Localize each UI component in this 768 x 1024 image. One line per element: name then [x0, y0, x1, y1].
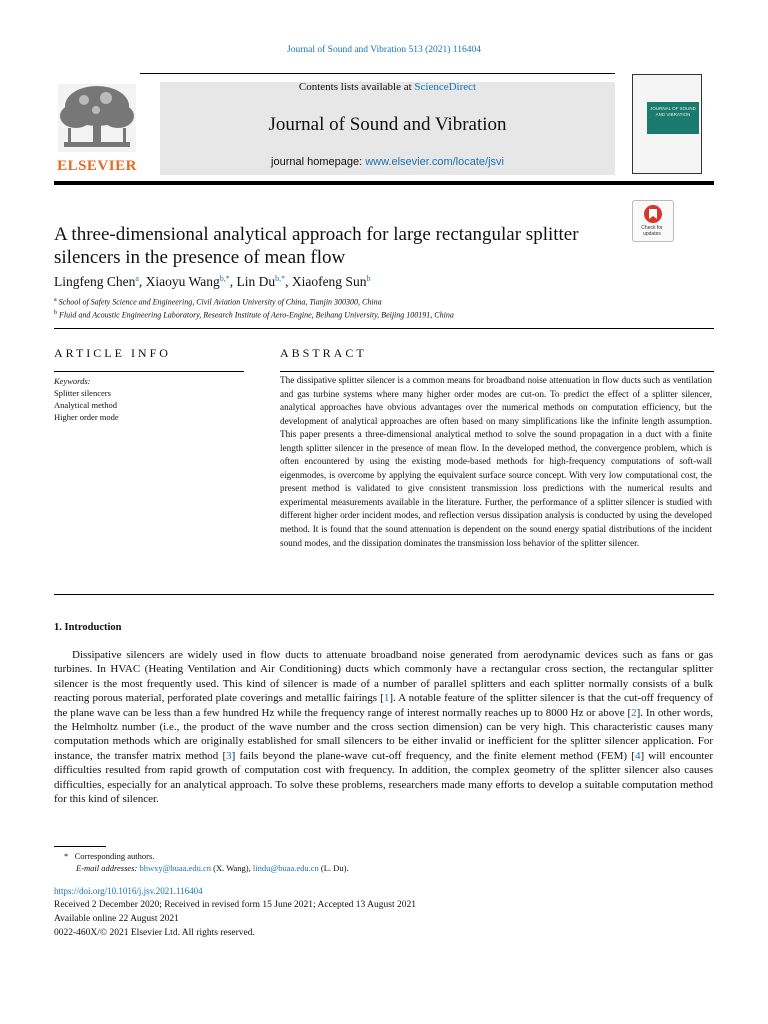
homepage-link[interactable]: www.elsevier.com/locate/jsvi: [365, 156, 504, 168]
publisher-wordmark: ELSEVIER: [57, 158, 137, 174]
keyword: Analytical method: [54, 400, 118, 410]
reference-link[interactable]: 3: [226, 749, 232, 762]
author-affiliation-mark[interactable]: b,*: [219, 274, 230, 283]
author-affiliation-mark[interactable]: b: [366, 274, 371, 283]
abstract-text: The dissipative splitter silencer is a common means for broadband noise attenuation in flow ducts such as ventilation and gas turbine systems where many higher order modes are cut-on. To predict the effect of a splitter silencer, analytical approaches have obvious advantages over the numerical methods on computation efficiency, but the development of analytical approaches are often based on many simplifications like the infinite length assumption. This paper presents a three-dimensional analytical method to solve the sound propagation in a duct with a finite length splitter silencer in the presence of mean flow. In the developed method, the convergence problem, which is often encountered by using the existing mode-based methods for high-frequency computations of soft-wall eigenmodes, is overcome by applying the equivalent surface source concept. With very low computational cost, the present method is validated to give consistent transmission loss predictions with the numerical results and experimental measurements available in the literature. Further, the performance of a splitter silencer is studied with different higher order incident modes, and reflection versus dissipation analysis is conducted by using the developed method. It is found that the sound attenuation is dependent on the sound energy spatial distributions of the incident sound modes, and the dissipation dominates the transmission loss behavior of the splitter silencer.: [280, 375, 712, 548]
sciencedirect-link[interactable]: ScienceDirect: [414, 81, 477, 93]
author-list: Lingfeng Chen$^a$, Xiaoyu Wang$^{b,*}$, Lin $Du^{b,*}$, Xiaofeng Sun$^b$: [54, 274, 371, 289]
author-name[interactable]: Xiaofeng Sun: [291, 274, 367, 289]
journal-citation[interactable]: Journal of Sound and Vibration 513 (2021) 116404: [287, 45, 481, 55]
author-affiliation-mark[interactable]: b,*: [275, 274, 286, 283]
copyright-line: 0022-460X/© 2021 Elsevier Ltd. All rights reserved.: [54, 928, 255, 938]
abstract-heading: ABSTRACT: [280, 346, 367, 360]
author-name[interactable]: Lingfeng Chen: [54, 274, 136, 289]
article-info-heading: ARTICLE INFO: [54, 346, 171, 360]
keyword: Splitter silencers: [54, 388, 111, 398]
keywords-label: Keywords:: [54, 376, 91, 386]
footnote-rule: [54, 846, 106, 847]
reference-link[interactable]: 2: [631, 706, 637, 719]
intro-paragraph: Dissipative silencers are widely used in flow ducts to attenuate broadband noise generated from aerodynamic devices such as fans or gas turbines. In HVAC (Heating Ventilation and Air Conditioning) ducts which commonly have a rectangular cross section, the rectangular splitter silencer is the most frequently used. This kind of silencer is made of a number of parallel splitters and each splitter normally consists of a bulk reacting porous material, perforated plate coverings and metallic fairings [1]. A notable feature of the splitter silencer is that the cut-off frequency of the plane wave can be less than a few hundred Hz while the frequency range of interest normally reaches up to 8000 Hz or above [2]. In other words, the Helmholtz number (i.e., the product of the wave number and the cross section dimension) can be very high. This characteristic causes many computation methods which are originally established for small silencers to be either invalid or inefficient for the splitter silencer application. For instance, the transfer matrix method [3] fails beyond the plane-wave cut-off frequency, and the finite element method (FEM) [4] will encounter difficulties resulted from rapid growth of computation cost with frequency. In addition, the complex geometry of the splitter silencer also causes difficulties, especially for an analytical approach. To solve these problems, researchers made many efforts to develop a suitable computation method for this kind of silencer.: [54, 649, 714, 806]
email-link-du[interactable]: lindu@buaa.edu.cn: [252, 863, 319, 873]
thick-rule: [54, 181, 714, 185]
keywords-block: [54, 375, 244, 423]
email-link-wang[interactable]: bhwxy@buaa.edu.cn: [139, 863, 211, 873]
contents-line: Contents lists available at ScienceDirect: [298, 81, 477, 93]
bookmark-icon: [633, 201, 673, 227]
email-footnote: E-mail addresses: bhwxy@buaa.edu.cn (X. Wang), lindu@buaa.edu.cn (L. Du).: [76, 863, 349, 873]
journal-name: Journal of Sound and Vibration: [268, 114, 507, 135]
check-for-updates-label: Check for updates: [641, 225, 663, 237]
keyword: Higher order mode: [54, 412, 119, 422]
reference-link[interactable]: 1: [383, 692, 390, 705]
affiliation-b: $^b$ Fluid and Acoustic Engineering Laboratory, Research Institute of Aero-Engine, Beihang University, Beijing 100191, China: [54, 310, 454, 320]
reference-link[interactable]: 4: [634, 749, 641, 762]
author-affiliation-mark[interactable]: a: [135, 274, 139, 283]
section-rule: [54, 328, 714, 329]
intro-heading: 1. Introduction: [54, 622, 122, 633]
header-rule: [140, 73, 615, 74]
received-dates: Received 2 December 2020; Received in revised form 15 June 2021; Accepted 13 August 2021: [54, 900, 416, 910]
author-name[interactable]: Xiaoyu Wang: [145, 274, 220, 289]
abstract-rule: [280, 371, 714, 372]
corresponding-footnote: * Corresponding authors.: [64, 851, 155, 861]
doi-link[interactable]: https://doi.org/10.1016/j.jsv.2021.116404: [54, 886, 203, 896]
abstract-end-rule: [54, 594, 714, 595]
available-online: Available online 22 August 2021: [54, 914, 179, 924]
author-name[interactable]: Lin Du: [236, 274, 276, 289]
cover-title: JOURNAL OF SOUND AND VIBRATION: [650, 106, 696, 117]
affiliation-a: $^a$ School of Safety Science and Engineering, Civil Aviation University of China, Tianjin 300300, China: [54, 297, 382, 307]
homepage-line: journal homepage: www.elsevier.com/locate/jsvi: [271, 156, 504, 168]
article-title: A three-dimensional analytical approach for large rectangular splitter silencers in the presence of mean flow: [54, 224, 579, 268]
info-rule: [54, 371, 244, 372]
